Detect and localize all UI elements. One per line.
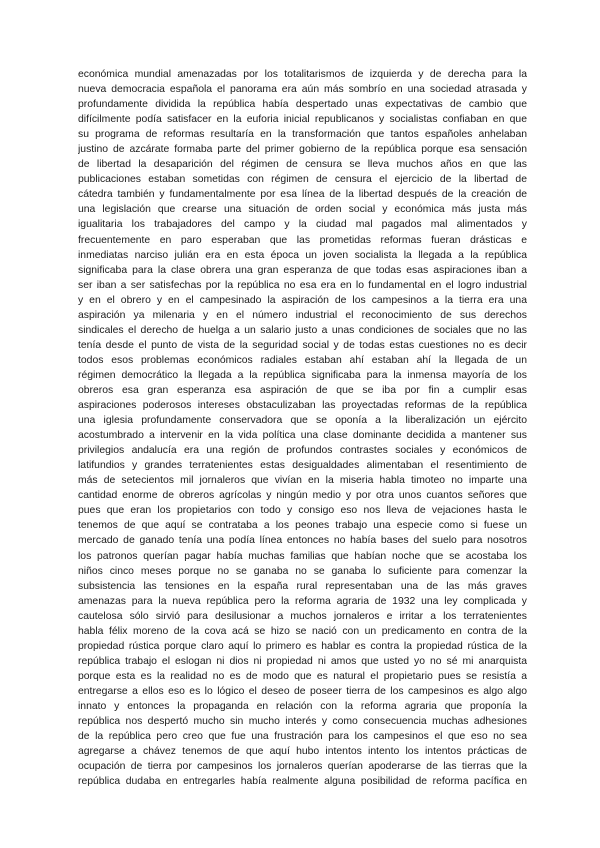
text-line: los patronos querían pagar había muchas familias que habían noche que se acostaba los bbox=[78, 550, 527, 562]
text-line: frecuentemente en paro esperaban que las prometidas reformas fueran drásticas e bbox=[78, 234, 527, 246]
text-line: cátedra también y fundamentalmente por esa línea de la libertad después de la creación de bbox=[78, 189, 527, 201]
text-line: mercado de ganado tenía una podía línea entonces no había bases del suelo para nosotros bbox=[78, 535, 527, 547]
text-line: acostumbrado a intervenir en la vida política una clase dominante decidida a mantener sus bbox=[78, 430, 527, 442]
text-line: económica mundial amenazadas por los totalitarismos de izquierda y de derecha para la bbox=[78, 69, 527, 80]
text-line: aspiración ya milenaria y en el número industrial el reconocimiento de sus derechos bbox=[78, 309, 527, 321]
text-line: entregarse a ellos eso es lo lógico el deseo de poseer tierra de los campesinos es algo algo bbox=[78, 685, 527, 697]
text-line: profundamente dividida la república había despertado unas expectativas de cambio que bbox=[78, 99, 527, 111]
text-line: pues que eran los propietarios con todo y consigo eso nos lleva de vejaciones hasta le bbox=[78, 505, 527, 517]
text-line: amenazas para la nueva república pero la reforma agraria de 1932 una ley complicada y bbox=[78, 595, 527, 607]
text-line: innato y entonces la propaganda en relación con la reforma agraria que proponía la bbox=[78, 700, 527, 712]
text-line: república dudaba en entregarles había realmente alguna posibilidad de reforma pacífica en bbox=[78, 776, 527, 788]
text-line: de la república pero creo que fue una frustración para los campesinos el que eso no sea bbox=[78, 731, 527, 743]
text-line: publicaciones estaban sometidas con régimen de censura el ejercicio de la libertad de bbox=[78, 174, 527, 186]
text-line: república trabajo el eslogan ni dios ni propiedad ni amos que usted yo no sé mi anarquista bbox=[78, 655, 527, 667]
text-line: difícilmente podía satisfacer en la euforia inicial republicanos y socialistas confiaban en que bbox=[78, 114, 527, 126]
text-line: aspiraciones poderosos intereses obstaculizaban las proyectadas reformas de la república bbox=[78, 400, 527, 412]
text-line: habla félix moreno de la cova acá se hizo se nació con un predicamento en contra de la bbox=[78, 625, 527, 637]
text-line: cantidad enorme de obreros agrícolas y ningún medio y por otra unos cuantos señores que bbox=[78, 490, 527, 502]
body-text bbox=[78, 67, 527, 789]
text-line: una iglesia profundamente conservadora que se oponía a la liberalización un ejército bbox=[78, 415, 527, 427]
text-line: justino de azcárate formaba parte del primer gobierno de la república porque esa sensación bbox=[78, 144, 527, 156]
text-line: ocupación de tierra por campesinos los jornaleros querían apoderarse de las tierras que la bbox=[78, 761, 527, 773]
text-line: más de setecientos mil jornaleros que vivían en la miseria habla timoteo no imparte una bbox=[78, 475, 527, 487]
text-line: república nos despertó mucho sin mucho interés y como consecuencia muchas adhesiones bbox=[78, 716, 527, 728]
text-line: niños cinco meses porque no se ganaba no se ganaba lo suficiente para comenzar la bbox=[78, 565, 527, 577]
text-line: subsistencia las tensiones en la españa rural representaban una de las más graves bbox=[78, 580, 527, 592]
text-line: nueva democracia española el panorama era aún más sombrío en una sociedad atrasada y bbox=[78, 84, 527, 96]
text-line: su programa de reformas resultaría en la transformación que tantos españoles anhelaban bbox=[78, 129, 527, 141]
text-line: régimen democrático la llegada a la república significaba para la inmensa mayoría de los bbox=[78, 369, 527, 381]
text-line: latifundios y grandes terratenientes estas desigualdades alimentaban el resentimiento de bbox=[78, 460, 527, 472]
text-line: agregarse a chávez tenemos de que aquí hubo intentos intento los intentos prácticas de bbox=[78, 746, 527, 758]
text-line: sindicales el derecho de huelga a un salario justo a unas condiciones de sociales que no las bbox=[78, 324, 527, 336]
text-line: igualitaria los trabajadores del campo y la ciudad mal pagados mal alimentados y bbox=[78, 219, 527, 231]
text-line: privilegios andalucía era una región de profundos contrastes sociales y económicos de bbox=[78, 445, 527, 457]
text-line: y en el obrero y en el campesinado la aspiración de los campesinos a la tierra era una bbox=[78, 294, 527, 306]
text-line: obreros esa gran esperanza esa aspiración de que se iba por fin a cumplir esas bbox=[78, 384, 527, 396]
text-line: significaba para la clase obrera una gran esperanza de que todas esas aspiraciones iban a bbox=[78, 264, 527, 276]
text-line: una legislación que crearse una situación de orden social y económica más justa más bbox=[78, 204, 527, 216]
text-line: porque esta es la realidad no es de modo que es natural el propietario pues se resistía a bbox=[78, 670, 527, 682]
text-line: tenía desde el punto de vista de la seguridad social y de todas estas cuestiones no es decir bbox=[78, 339, 527, 351]
text-line: propiedad rústica porque claro aquí lo primero es hablar es contra la propiedad rústica de la bbox=[78, 640, 527, 652]
text-line: inmediatas narciso julián era en esta época un joven socialista la llegada a la república bbox=[78, 249, 527, 261]
text-line: cautelosa sólo sirvió para desilusionar a muchos jornaleros e irritar a los terratenientes bbox=[78, 610, 527, 622]
text-line: todos esos problemas económicos radiales estaban ahí estaban ahí la llegada de un bbox=[78, 354, 527, 366]
text-line: de libertad la desaparición del régimen de censura se lleva muchos años en que las bbox=[78, 159, 527, 171]
text-line: tenemos de que aquí se contrataba a los peones trabajo una especie como si fuese un bbox=[78, 520, 527, 532]
text-line: ser iban a ser satisfechas por la república no esa era en lo fundamental en el logro industrial bbox=[78, 279, 527, 291]
